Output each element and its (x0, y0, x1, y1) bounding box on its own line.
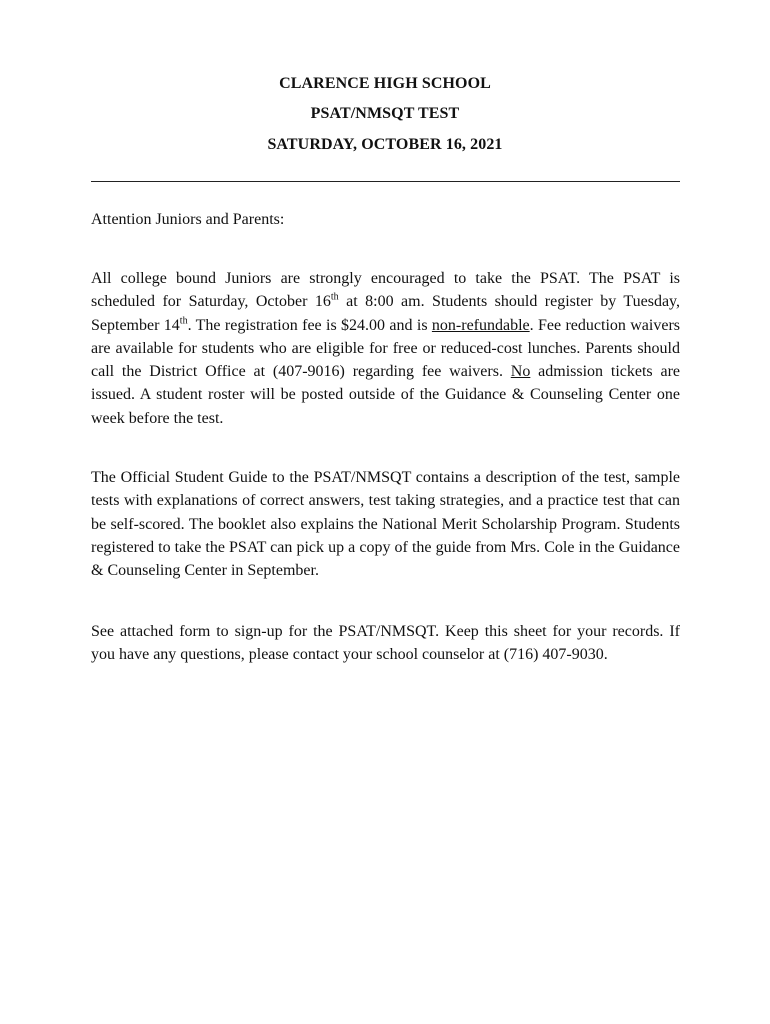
student-guide-paragraph: The Official Student Guide to the PSAT/NMSQT contains a description of the test, sample tests with explanations of correct answers, test taking strategies, and a practice test that can be self-scored. The booklet also explains the National Merit Scholarship Program. Students registered to take the PSAT can pick up a copy of the guide from Mrs. Cole in the Guidance & Counseling Center in September. (91, 469, 680, 580)
ordinal-suffix: th (330, 291, 339, 303)
horizontal-divider (91, 181, 680, 182)
non-refundable-emphasis: non-refundable (431, 316, 530, 334)
test-date-heading: SATURDAY, OCTOBER 16, 2021 (267, 136, 503, 153)
no-emphasis: No (510, 363, 531, 381)
registration-text-3: . The registration fee is $24.00 and is (187, 316, 432, 334)
school-name-heading: CLARENCE HIGH SCHOOL (279, 75, 491, 92)
test-name-heading: PSAT/NMSQT TEST (310, 105, 460, 122)
registration-text-2: at 8:00 am. Students should register by Tuesday, September 14 (91, 293, 681, 334)
signup-paragraph: See attached form to sign-up for the PSAT/NMSQT. Keep this sheet for your records. If you have any questions, please contact your school counselor at (716) 407-9030. (91, 623, 680, 664)
registration-paragraph (91, 267, 680, 430)
registration-text-1: All college bound Juniors are strongly encouraged to take the PSAT. The PSAT is scheduled for Saturday, October 16 (91, 270, 680, 311)
ordinal-suffix: th (179, 315, 188, 327)
greeting-line: Attention Juniors and Parents: (91, 211, 285, 228)
registration-text-4: . Fee reduction waivers are available for students who are eligible for free or reduced-cost lunches. Parents should call the District Office at (407-9016) regarding fee waivers. (91, 316, 681, 381)
registration-text-5: admission tickets are issued. A student roster will be posted outside of the Guidance & Counseling Center one week before the test. (91, 363, 681, 427)
